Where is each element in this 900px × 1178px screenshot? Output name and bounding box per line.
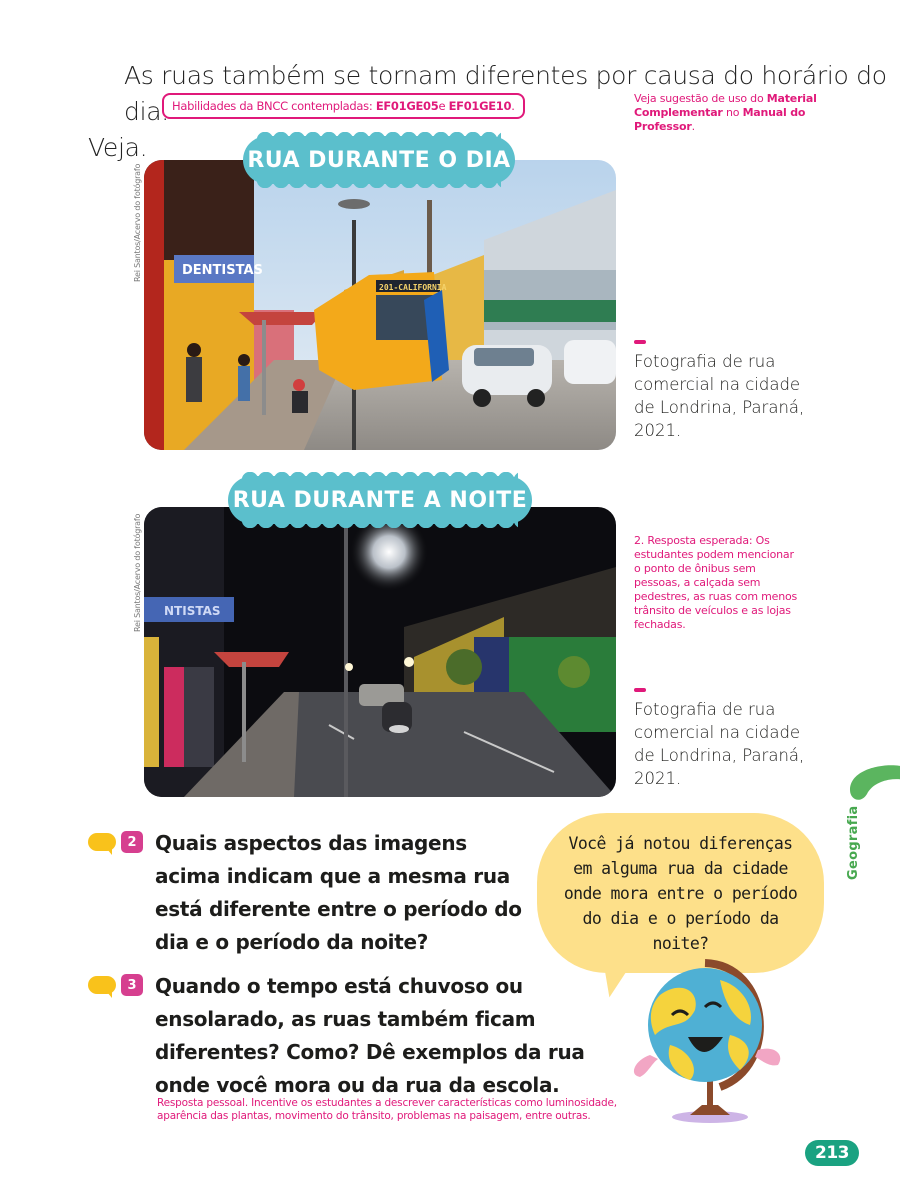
caption-day-text: Fotografia de rua comercial na cidade de Londrina, Paraná, 2021. [634, 352, 805, 440]
bncc-skills-box [162, 93, 525, 119]
side-tab-decoration [845, 762, 900, 802]
speech-bubble-icon [88, 833, 116, 851]
globe-mascot-icon [610, 955, 800, 1125]
mascot-speech-bubble: Você já notou diferenças em alguma rua da cidade onde mora entre o período do dia e o período da noite? [537, 813, 824, 973]
note-bold-material: Material Complementar [634, 92, 817, 119]
intro-line-2: Veja. [88, 133, 148, 162]
caption-dash [634, 340, 646, 344]
question-text: Quais aspectos das imagens acima indicam que a mesma rua está diferente entre o período do dia e o período da noite? [155, 831, 522, 954]
bncc-code-1: EF01GE05 [375, 99, 439, 113]
photo-street-night [144, 507, 616, 797]
question-icons [88, 831, 143, 853]
bncc-prefix: Habilidades da BNCC contempladas: [172, 99, 373, 113]
caption-night [634, 688, 809, 790]
bus-destination-text: 201-CALIFORNIA [379, 283, 447, 292]
caption-night-text: Fotografia de rua comercial na cidade de Londrina, Paraná, 2021. [634, 700, 805, 788]
label-night: RUA DURANTE A NOITE [228, 476, 532, 524]
street-night-illustration [144, 507, 616, 797]
question-icons [88, 974, 143, 996]
page-number: 213 [805, 1140, 859, 1166]
question-3 [88, 970, 588, 1102]
dentistas-sign-text: DENTISTAS [182, 263, 263, 278]
note-text: Veja sugestão de uso do [634, 92, 767, 105]
speech-bubble-icon [88, 976, 116, 994]
question-number-badge: 3 [121, 974, 143, 996]
material-complementar-note [634, 92, 824, 134]
bncc-code-2: EF01GE10 [448, 99, 512, 113]
caption-day [634, 340, 809, 442]
bncc-suffix: . [511, 99, 515, 113]
bncc-joiner: e [438, 99, 446, 113]
photo-street-day [144, 160, 616, 450]
note-bold-manual: Manual do Professor [634, 106, 806, 133]
note-text: no [722, 106, 743, 119]
note-text: . [691, 120, 695, 133]
night-sign-text: NTISTAS [164, 604, 221, 618]
question-text: Quando o tempo está chuvoso ou ensolarado, as ruas também ficam diferentes? Como? Dê exemplos da rua onde você mora ou da rua da escola. [155, 974, 585, 1097]
intro-line-1: As ruas também se tornam diferentes por causa do horário do dia. [124, 61, 887, 126]
question-number-badge: 2 [121, 831, 143, 853]
personal-response-note: Resposta pessoal. Incentive os estudantes a descrever características como luminosidade, aparência das plantas, movimento do trânsito, problemas na paisagem, entre outras. [157, 1097, 617, 1122]
question-2 [88, 827, 528, 959]
photo-credit-day: Rei Santos/Acervo do fotógrafo [133, 163, 142, 282]
label-day: RUA DURANTE O DIA [243, 136, 515, 184]
expected-answer-note: 2. Resposta esperada: Os estudantes podem mencionar o ponto de ônibus sem pessoas, a calçada sem pedestres, as ruas com menos trânsito de veículos e as lojas fechadas. [634, 534, 798, 631]
subject-tab-label: Geografia [846, 805, 861, 880]
street-day-illustration [144, 160, 616, 450]
photo-credit-night: Rei Santos/Acervo do fotógrafo [133, 513, 142, 632]
caption-dash [634, 688, 646, 692]
